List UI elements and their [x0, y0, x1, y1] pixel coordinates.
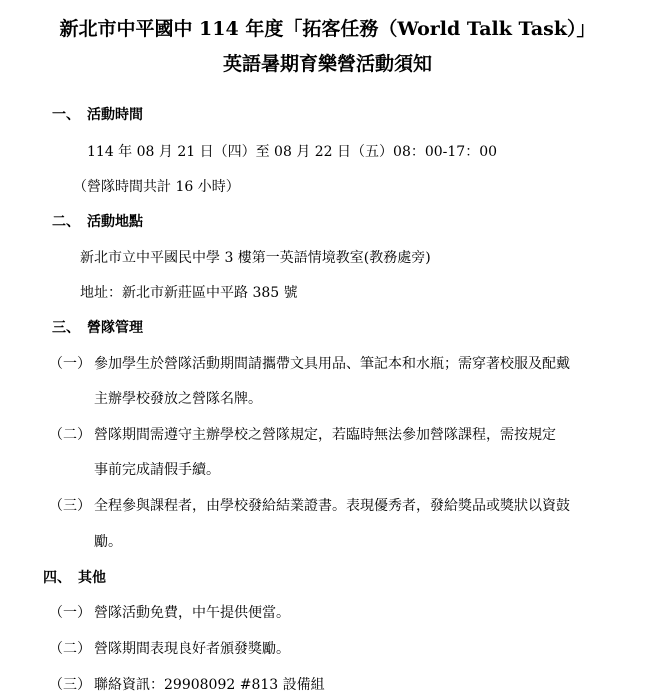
- item-text: 營隊活動免費，中午提供便當。: [94, 605, 290, 621]
- section-title: 營隊管理: [87, 320, 143, 336]
- event-hours-text: （營隊時間共計 16 小時）: [73, 179, 240, 195]
- item-text-continued: 勵。: [94, 534, 122, 550]
- section-heading-location: [52, 212, 143, 232]
- list-item: [49, 496, 570, 516]
- item-text: 全程參與課程者，由學校發給結業證書。表現優秀者，發給獎品或獎狀以資鼓: [94, 498, 570, 514]
- item-number: （一）: [49, 356, 91, 372]
- item-text-continued: 事前完成請假手續。: [94, 462, 220, 478]
- section-heading-time: [52, 105, 143, 125]
- location-text: 新北市立中平國民中學 3 樓第一英語情境教室(教務處旁): [80, 250, 431, 266]
- item-text: 參加學生於營隊活動期間請攜帶文具用品、筆記本和水瓶；需穿著校服及配戴: [94, 356, 570, 372]
- section-number: 三、: [52, 320, 80, 336]
- list-item: [49, 425, 556, 445]
- list-item: [49, 603, 290, 623]
- section-title: 活動地點: [87, 214, 143, 230]
- item-number: （二）: [49, 641, 91, 657]
- section-number: 二、: [52, 214, 80, 230]
- item-number: （一）: [49, 605, 91, 621]
- item-number: （二）: [49, 427, 91, 443]
- section-title: 活動時間: [87, 107, 143, 123]
- list-item: [49, 354, 570, 374]
- event-date-text: 114 年 08 月 21 日（四）至 08 月 22 日（五）08：00-17：00: [87, 144, 498, 160]
- address-text: 地址：新北市新莊區中平路 385 號: [80, 285, 298, 301]
- item-text: 聯絡資訊：29908092 #813 設備組: [94, 677, 325, 693]
- list-item: [49, 639, 290, 659]
- section-title: 其他: [78, 570, 106, 586]
- document-subtitle: 英語暑期育樂營活動須知: [222, 53, 432, 75]
- section-heading-management: [52, 318, 143, 338]
- item-number: （三）: [49, 677, 91, 693]
- item-number: （三）: [49, 498, 91, 514]
- list-item: [49, 675, 325, 695]
- item-text: 營隊期間需遵守主辦學校之營隊規定，若臨時無法參加營隊課程，需按規定: [94, 427, 556, 443]
- section-heading-other: [43, 568, 106, 588]
- section-number: 四、: [43, 570, 71, 586]
- item-text: 營隊期間表現良好者頒發獎勵。: [94, 641, 290, 657]
- item-text-continued: 主辦學校發放之營隊名牌。: [94, 391, 262, 407]
- section-number: 一、: [52, 107, 80, 123]
- document-title: 新北市中平國中 114 年度「拓客任務（World Talk Task）」: [59, 18, 596, 40]
